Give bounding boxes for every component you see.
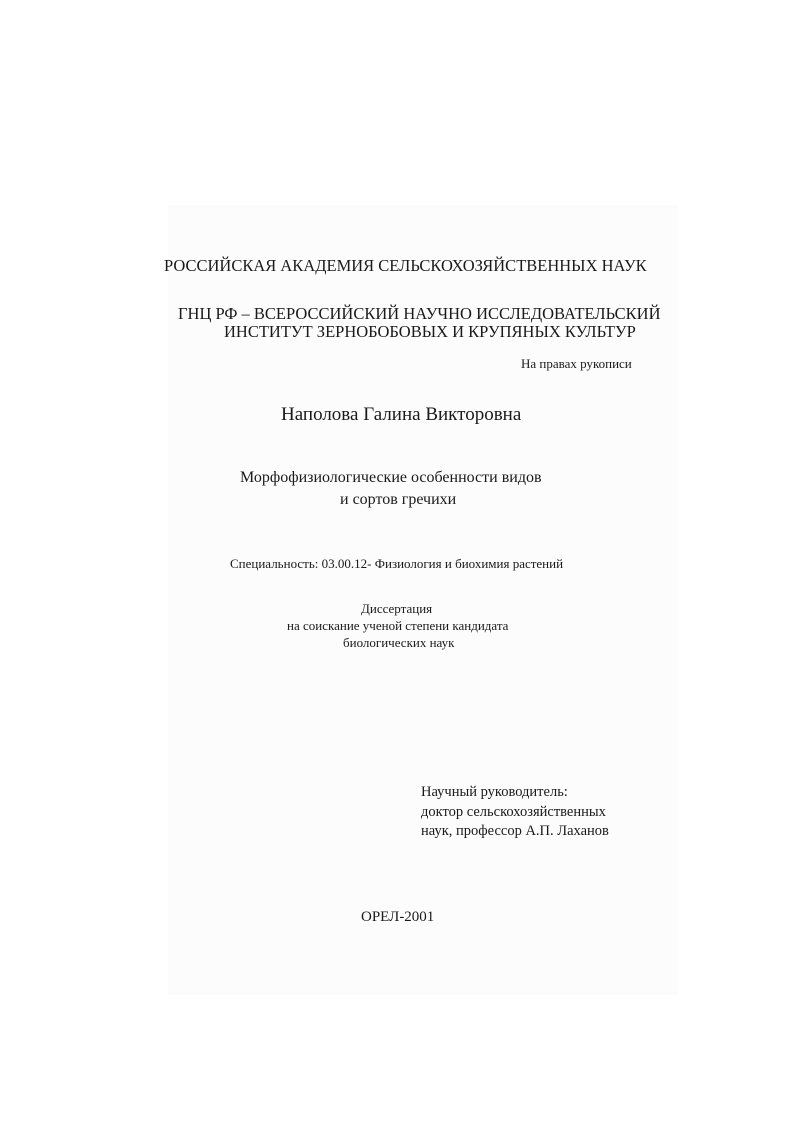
academy-name: РОССИЙСКАЯ АКАДЕМИЯ СЕЛЬСКОХОЗЯЙСТВЕННЫХ НАУК (164, 256, 647, 275)
supervisor-line-2: доктор сельскохозяйственных (421, 804, 606, 820)
dissertation-line-3: биологических наук (343, 635, 455, 650)
institute-name-line-2: ИНСТИТУТ ЗЕРНОБОБОВЫХ И КРУПЯНЫХ КУЛЬТУР (224, 322, 636, 341)
author-name: Наполова Галина Викторовна (281, 404, 522, 425)
supervisor-line-3: наук, профессор А.П. Лаханов (421, 823, 609, 839)
thesis-title-line-1: Морфофизиологические особенности видов (240, 469, 542, 486)
specialty-line: Специальность: 03.00.12- Физиология и биохимия растений (230, 556, 564, 571)
city-year: ОРЕЛ-2001 (361, 909, 435, 925)
manuscript-rights-note: На правах рукописи (521, 356, 632, 371)
dissertation-line-1: Диссертация (361, 601, 433, 616)
supervisor-line-1: Научный руководитель: (421, 784, 568, 800)
dissertation-line-2: на соискание ученой степени кандидата (287, 618, 509, 633)
institute-name-line-1: ГНЦ РФ – ВСЕРОССИЙСКИЙ НАУЧНО ИССЛЕДОВАТЕЛЬСКИЙ (178, 304, 661, 323)
thesis-title-line-2: и сортов гречихи (340, 491, 457, 508)
